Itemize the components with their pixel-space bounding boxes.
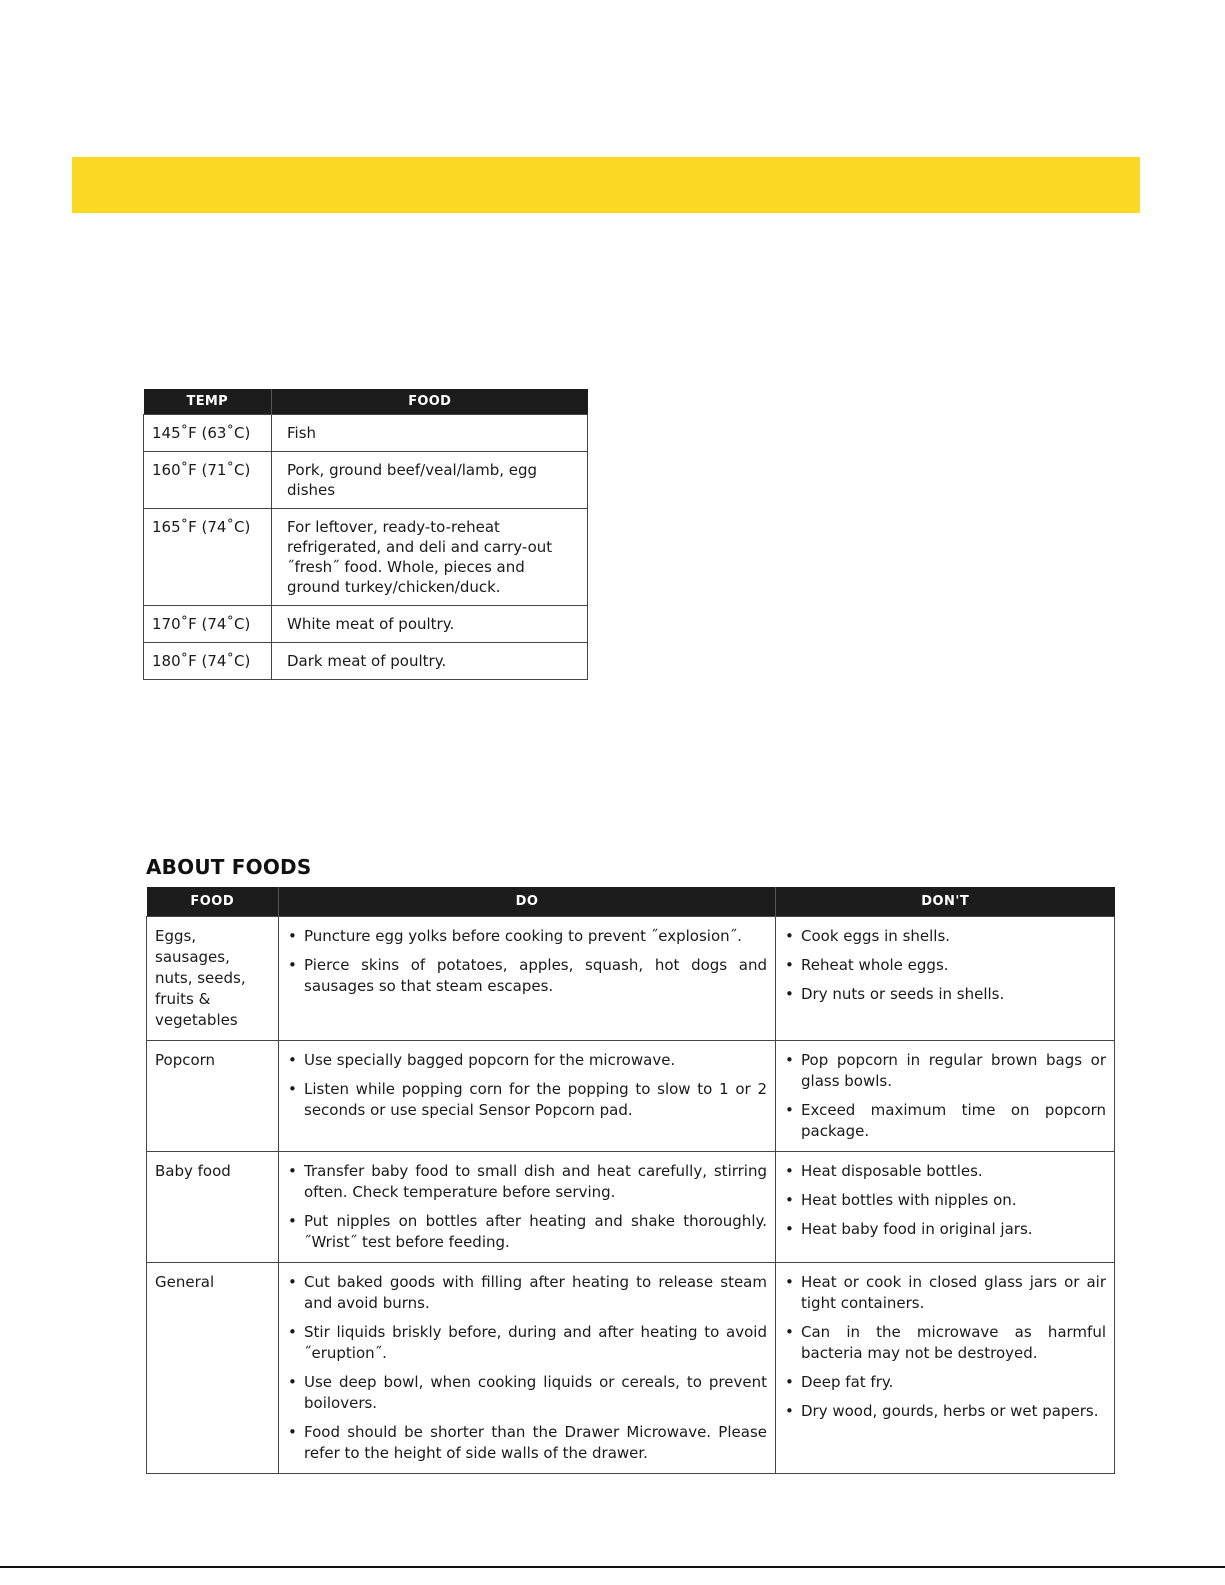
list-item: • Cook eggs in shells. — [784, 926, 1106, 947]
food-cell: Dark meat of poultry. — [272, 643, 588, 680]
list-item: • Stir liquids briskly before, during and after heating to avoid ˝eruption˝. — [287, 1322, 767, 1364]
food-cell: Eggs, sausages, nuts, seeds, fruits & vegetables — [147, 917, 279, 1041]
about-foods-title: ABOUT FOODS — [146, 855, 312, 879]
list-item: • Heat baby food in original jars. — [784, 1219, 1106, 1240]
list-item: • Dry wood, gourds, herbs or wet papers. — [784, 1401, 1106, 1422]
do-cell — [279, 917, 776, 1041]
food-cell: Popcorn — [147, 1041, 279, 1152]
table-row — [144, 643, 588, 680]
temperature-table-header — [144, 389, 588, 415]
temp-cell: 145˚F (63˚C) — [144, 415, 272, 452]
dont-cell — [776, 1041, 1115, 1152]
list-item: • Heat disposable bottles. — [784, 1161, 1106, 1182]
list-item: • Pierce skins of potatoes, apples, squash, hot dogs and sausages so that steam escapes. — [287, 955, 767, 997]
dont-list — [784, 1272, 1106, 1422]
do-list — [287, 1161, 767, 1253]
temp-cell: 160˚F (71˚C) — [144, 452, 272, 509]
food-header: FOOD — [272, 389, 588, 415]
temp-cell: 165˚F (74˚C) — [144, 509, 272, 606]
table-row — [144, 452, 588, 509]
food-cell: Fish — [272, 415, 588, 452]
food-cell: General — [147, 1263, 279, 1474]
table-row — [144, 606, 588, 643]
page-bottom-rule — [0, 1566, 1225, 1568]
temp-cell: 180˚F (74˚C) — [144, 643, 272, 680]
list-item: • Heat or cook in closed glass jars or air tight containers. — [784, 1272, 1106, 1314]
do-cell — [279, 1152, 776, 1263]
list-item: • Puncture egg yolks before cooking to prevent ˝explosion˝. — [287, 926, 767, 947]
dont-list — [784, 1050, 1106, 1142]
temp-header: TEMP — [144, 389, 272, 415]
do-header: DO — [279, 887, 776, 917]
list-item: • Dry nuts or seeds in shells. — [784, 984, 1106, 1005]
food-header: FOOD — [147, 887, 279, 917]
list-item: • Transfer baby food to small dish and heat carefully, stirring often. Check temperature before serving. — [287, 1161, 767, 1203]
list-item: • Heat bottles with nipples on. — [784, 1190, 1106, 1211]
dont-list — [784, 926, 1106, 1005]
list-item: • Pop popcorn in regular brown bags or glass bowls. — [784, 1050, 1106, 1092]
dont-header: DON'T — [776, 887, 1115, 917]
dont-cell — [776, 917, 1115, 1041]
section-banner — [72, 157, 1140, 213]
list-item: • Listen while popping corn for the popping to slow to 1 or 2 seconds or use special Sensor Popcorn pad. — [287, 1079, 767, 1121]
dont-cell — [776, 1263, 1115, 1474]
food-cell: Pork, ground beef/veal/lamb, egg dishes — [272, 452, 588, 509]
list-item: • Use specially bagged popcorn for the microwave. — [287, 1050, 767, 1071]
dont-cell — [776, 1152, 1115, 1263]
list-item: • Put nipples on bottles after heating and shake thoroughly. ˝Wrist˝ test before feeding. — [287, 1211, 767, 1253]
table-row — [147, 917, 1115, 1041]
do-list — [287, 926, 767, 997]
about-foods-header — [147, 887, 1115, 917]
list-item: • Food should be shorter than the Drawer Microwave. Please refer to the height of side walls of the drawer. — [287, 1422, 767, 1464]
temp-cell: 170˚F (74˚C) — [144, 606, 272, 643]
temperature-table — [143, 389, 588, 680]
food-cell: For leftover, ready-to-reheat refrigerated, and deli and carry-out ˝fresh˝ food. Whole, pieces and ground turkey/chicken/duck. — [272, 509, 588, 606]
do-list — [287, 1050, 767, 1121]
dont-list — [784, 1161, 1106, 1240]
list-item: • Reheat whole eggs. — [784, 955, 1106, 976]
list-item: • Use deep bowl, when cooking liquids or cereals, to prevent boilovers. — [287, 1372, 767, 1414]
table-row — [147, 1041, 1115, 1152]
table-row — [144, 415, 588, 452]
do-cell — [279, 1263, 776, 1474]
list-item: • Cut baked goods with filling after heating to release steam and avoid burns. — [287, 1272, 767, 1314]
about-foods-table — [146, 887, 1115, 1474]
list-item: • Exceed maximum time on popcorn package. — [784, 1100, 1106, 1142]
food-cell: White meat of poultry. — [272, 606, 588, 643]
food-cell: Baby food — [147, 1152, 279, 1263]
do-cell — [279, 1041, 776, 1152]
list-item: • Deep fat fry. — [784, 1372, 1106, 1393]
list-item: • Can in the microwave as harmful bacteria may not be destroyed. — [784, 1322, 1106, 1364]
table-row — [147, 1152, 1115, 1263]
table-row — [147, 1263, 1115, 1474]
do-list — [287, 1272, 767, 1464]
table-row — [144, 509, 588, 606]
